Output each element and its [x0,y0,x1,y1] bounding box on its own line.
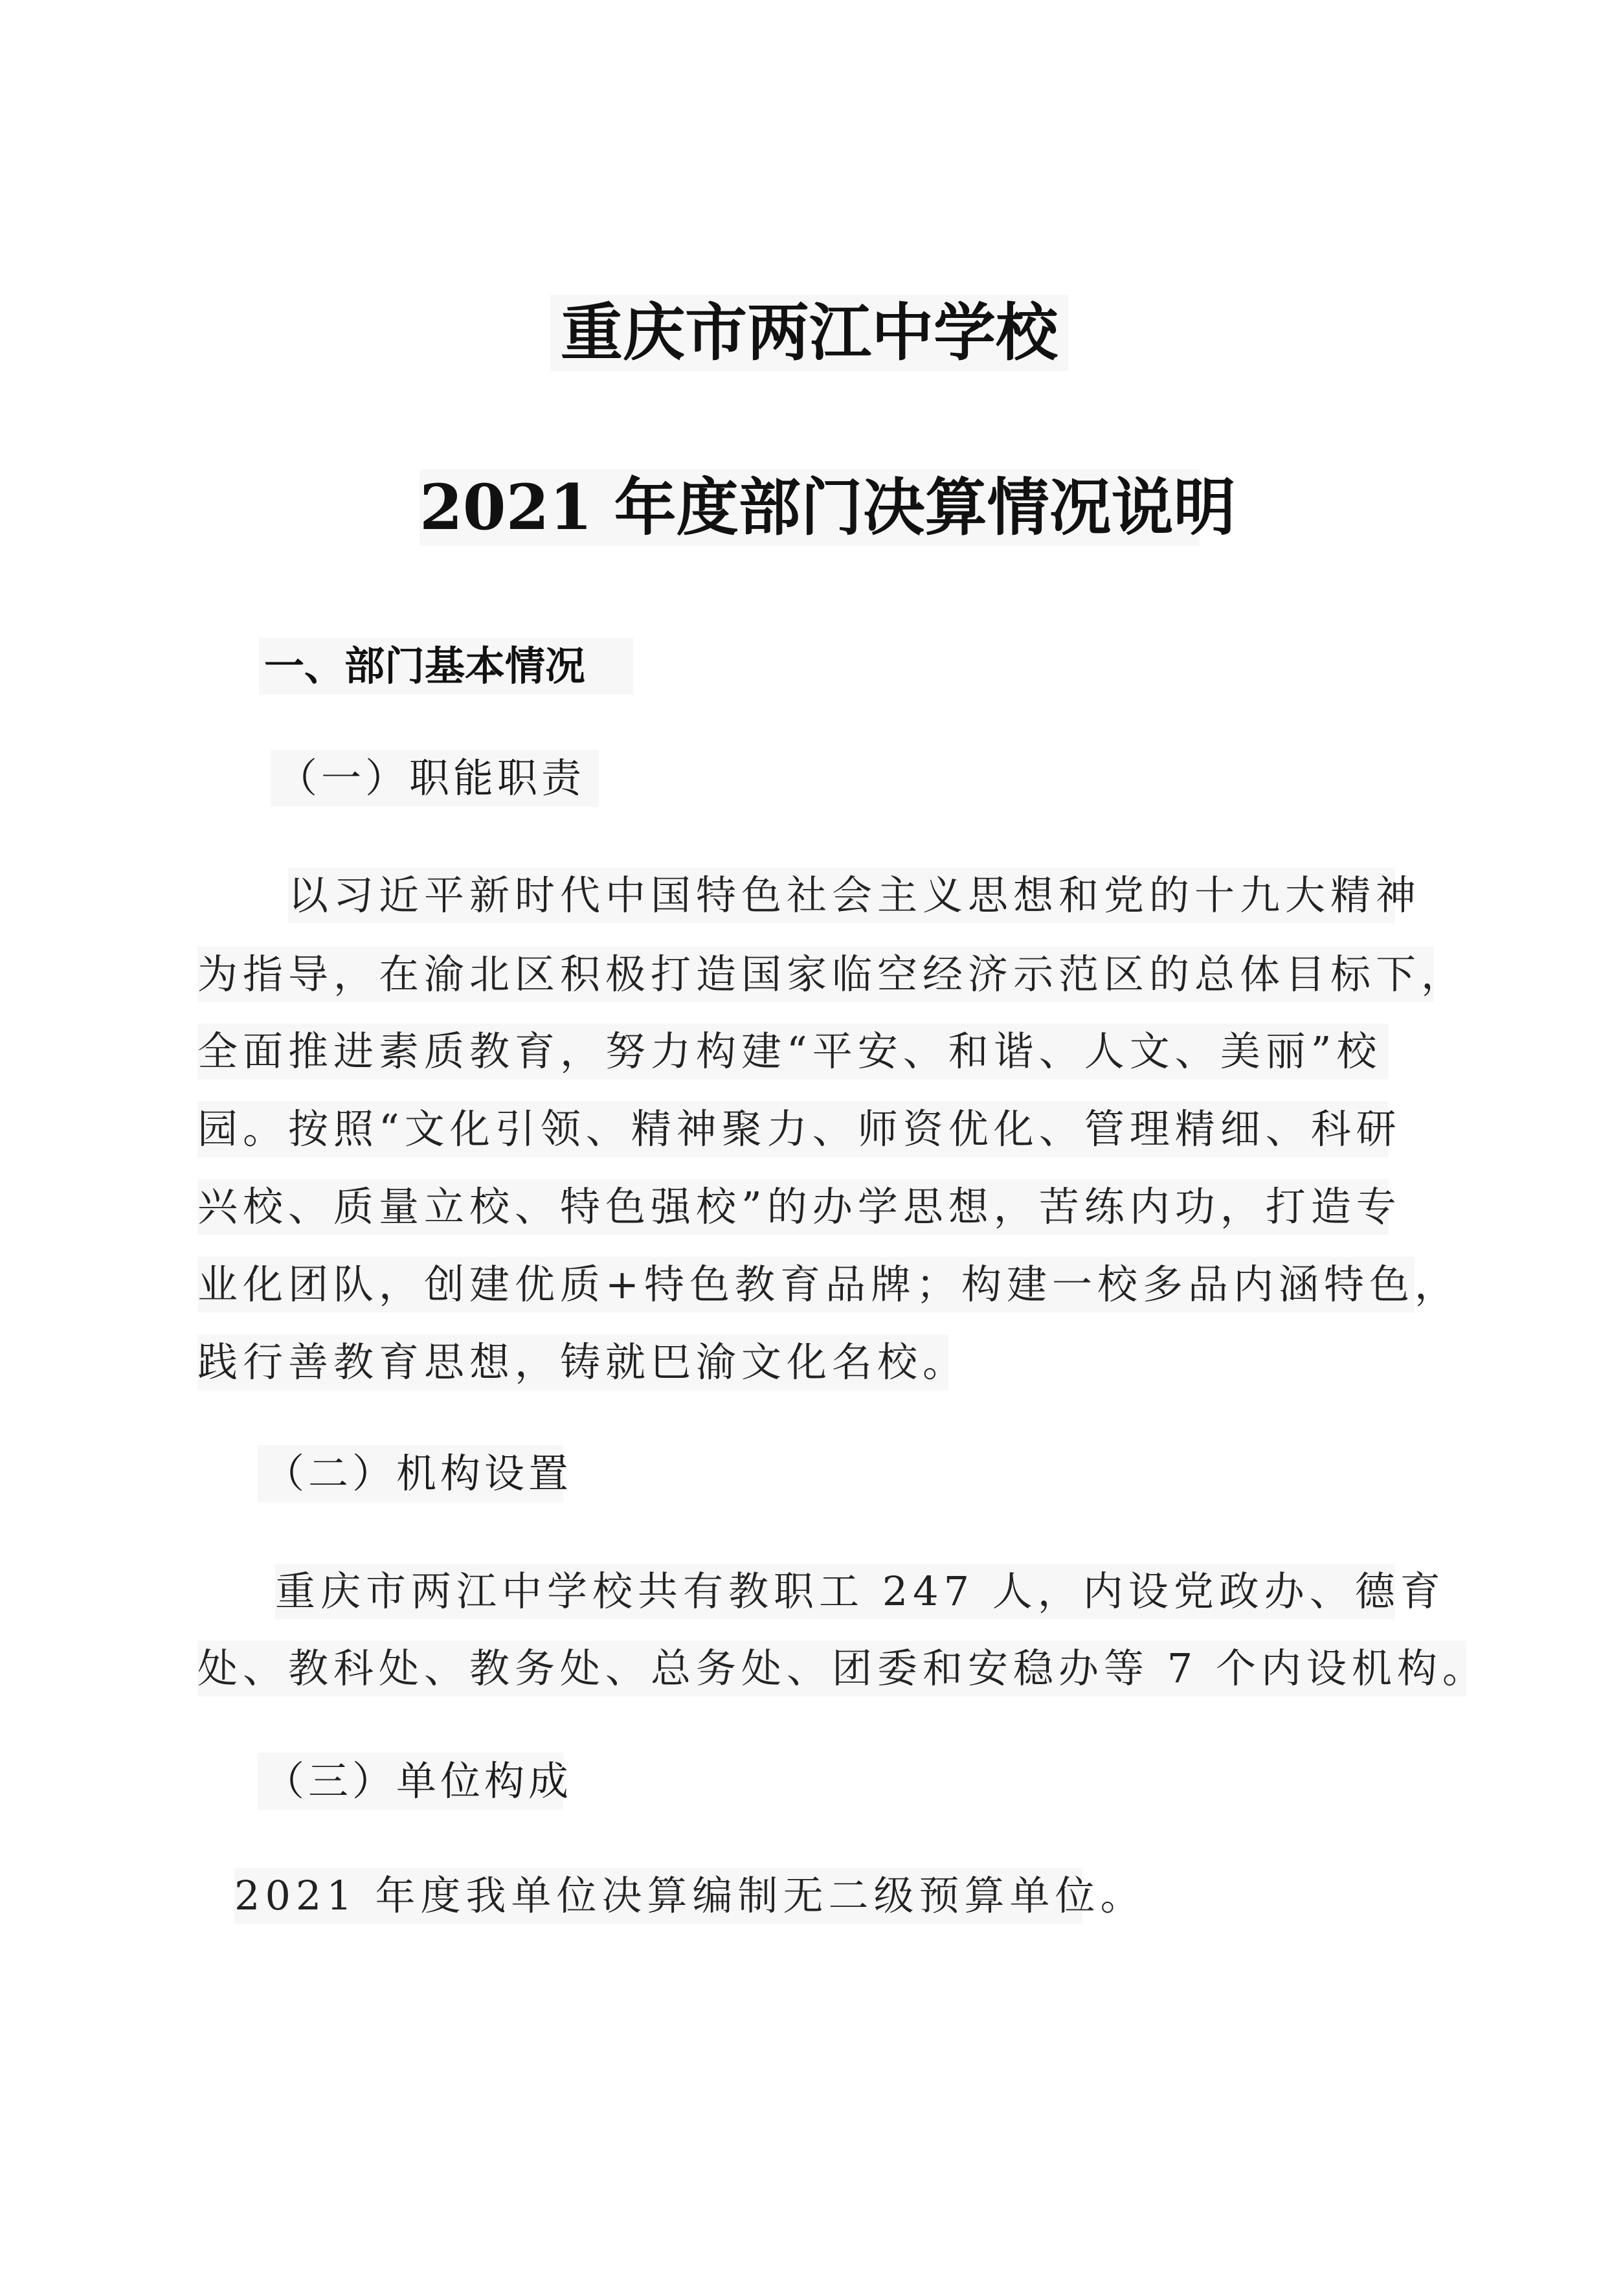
paragraph-line: 业化团队，创建优质+特色教育品牌；构建一校多品内涵特色， [197,1257,1415,1312]
paragraph-line: 处、教科处、教务处、总务处、团委和安稳办等 7 个内设机构。 [197,1641,1466,1696]
paragraph-line: 兴校、质量立校、特色强校”的办学思想，苦练内功，打造专 [197,1179,1389,1235]
paragraph-line: 践行善教育思想，铸就巴渝文化名校。 [197,1334,948,1390]
section-heading-basic-info: 一、部门基本情况 [259,638,633,695]
paragraph-line: 为指导，在渝北区积极打造国家临空经济示范区的总体目标下， [197,947,1434,1002]
document-title-report: 2021 年度部门决算情况说明 [420,469,1200,546]
paragraph-line: 以习近平新时代中国特色社会主义思想和党的十九大精神 [288,868,1395,923]
paragraph-line: 2021 年度我单位决算编制无二级预算单位。 [234,1868,1082,1924]
subsection-heading-composition: （三）单位构成 [258,1753,563,1810]
subsection-heading-organization: （二）机构设置 [258,1445,563,1502]
document-title-school: 重庆市两江中学校 [550,295,1068,371]
paragraph-line: 全面推进素质教育，努力构建“平安、和谐、人文、美丽”校 [197,1024,1389,1079]
paragraph-line: 园。按照“文化引领、精神聚力、师资优化、管理精细、科研 [197,1101,1389,1157]
subsection-heading-duties: （一）职能职责 [271,750,599,807]
paragraph-line: 重庆市两江中学校共有教职工 247 人，内设党政办、德育 [275,1564,1395,1619]
